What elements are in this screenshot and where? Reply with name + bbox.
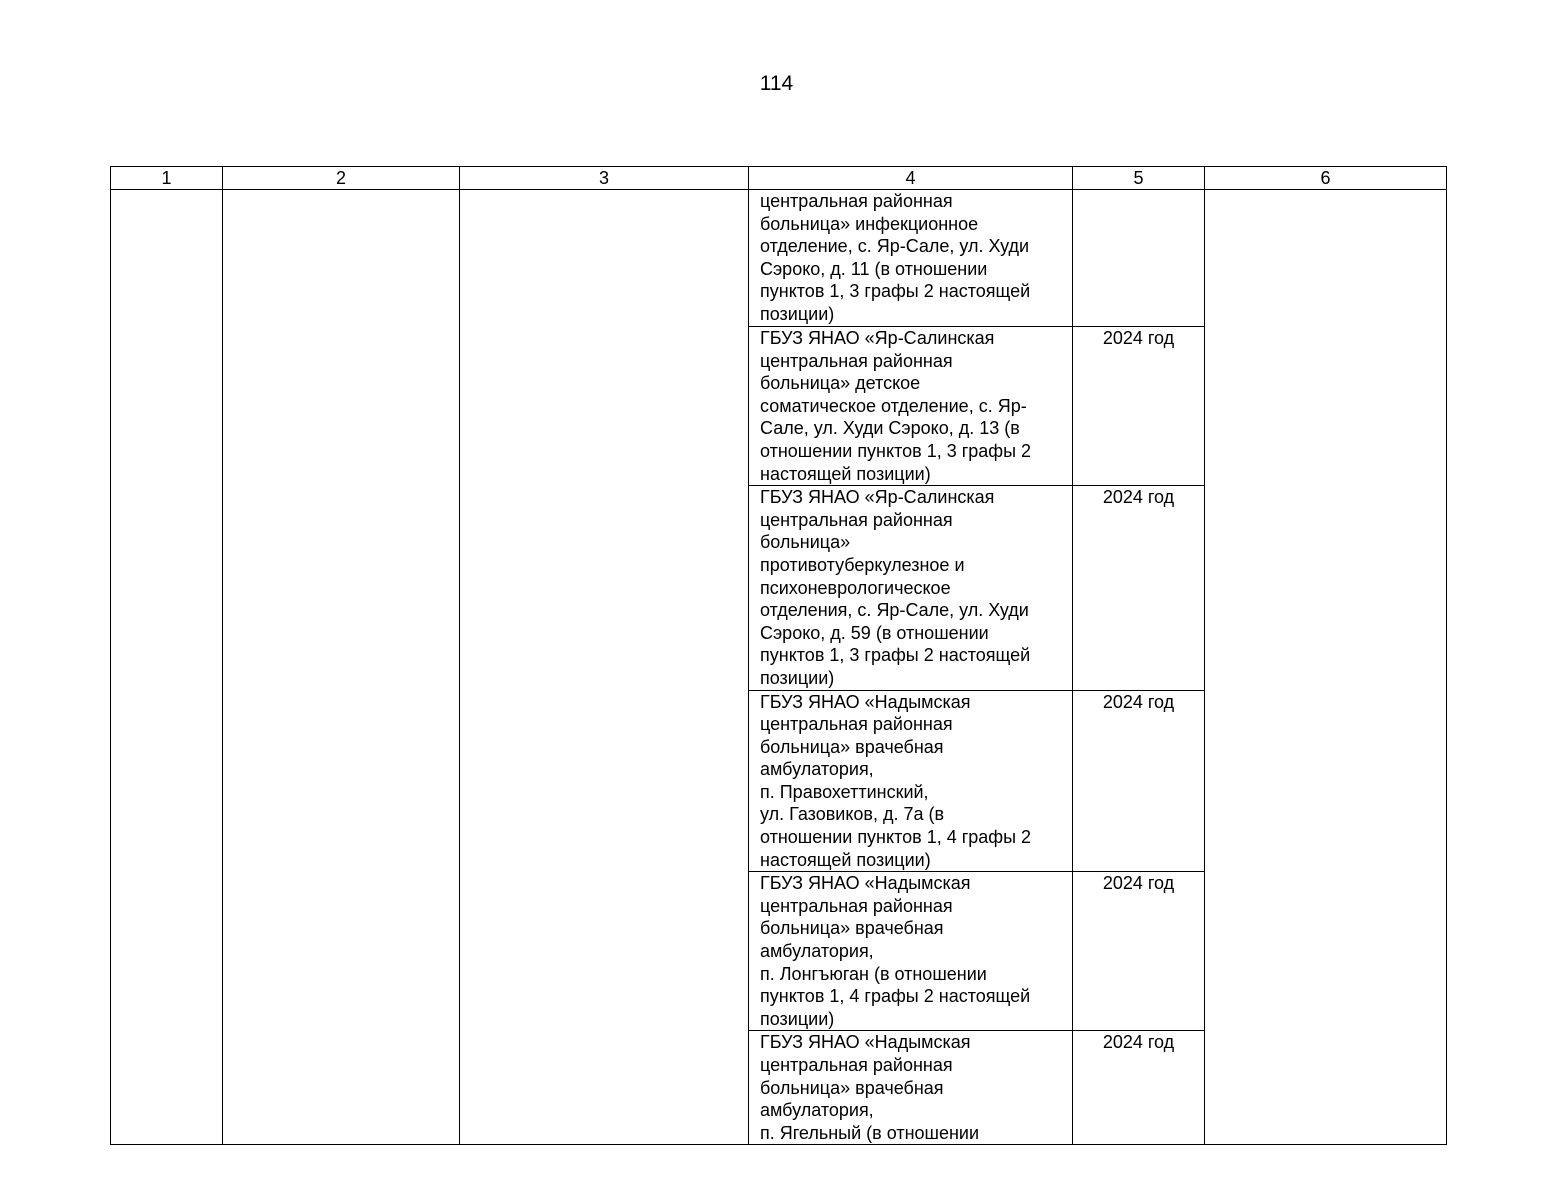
- table-row: [111, 190, 1447, 327]
- facility-cell: ГБУЗ ЯНАО «Надымская центральная районная больница» врачебная амбулатория, п. Ягельный (в отношении: [749, 1031, 1073, 1145]
- column-3-cell: [460, 190, 749, 1145]
- year-cell: 2024 год: [1073, 327, 1205, 486]
- facility-cell: ГБУЗ ЯНАО «Надымская центральная районная больница» врачебная амбулатория, п. Правохеттинский, ул. Газовиков, д. 7а (в отношении пунктов 1, 4 графы 2 настоящей позиции): [749, 690, 1073, 872]
- column-header-3: 3: [460, 167, 749, 190]
- column-2-cell: [223, 190, 460, 1145]
- document-table: [110, 166, 1447, 1145]
- facility-cell: ГБУЗ ЯНАО «Яр-Салинская центральная районная больница» противотуберкулезное и психоневрологическое отделения, с. Яр-Сале, ул. Худи Сэроко, д. 59 (в отношении пунктов 1, 3 графы 2 настоящей позиции): [749, 486, 1073, 690]
- column-header-4: 4: [749, 167, 1073, 190]
- column-header-5: 5: [1073, 167, 1205, 190]
- year-cell: [1073, 190, 1205, 327]
- facility-cell: центральная районная больница» инфекционное отделение, с. Яр-Сале, ул. Худи Сэроко, д. 11 (в отношении пунктов 1, 3 графы 2 настоящей позиции): [749, 190, 1073, 327]
- year-cell: 2024 год: [1073, 690, 1205, 872]
- table-header-row: [111, 167, 1447, 190]
- facility-cell: ГБУЗ ЯНАО «Надымская центральная районная больница» врачебная амбулатория, п. Лонгъюган (в отношении пунктов 1, 4 графы 2 настоящей позиции): [749, 872, 1073, 1031]
- year-cell: 2024 год: [1073, 486, 1205, 690]
- column-1-cell: [111, 190, 223, 1145]
- column-6-cell: [1205, 190, 1447, 1145]
- facility-cell: ГБУЗ ЯНАО «Яр-Салинская центральная районная больница» детское соматическое отделение, с. Яр- Сале, ул. Худи Сэроко, д. 13 (в отношении пунктов 1, 3 графы 2 настоящей позиции): [749, 327, 1073, 486]
- column-header-6: 6: [1205, 167, 1447, 190]
- column-header-1: 1: [111, 167, 223, 190]
- page-number: 114: [759, 72, 794, 95]
- year-cell: 2024 год: [1073, 872, 1205, 1031]
- column-header-2: 2: [223, 167, 460, 190]
- year-cell: 2024 год: [1073, 1031, 1205, 1145]
